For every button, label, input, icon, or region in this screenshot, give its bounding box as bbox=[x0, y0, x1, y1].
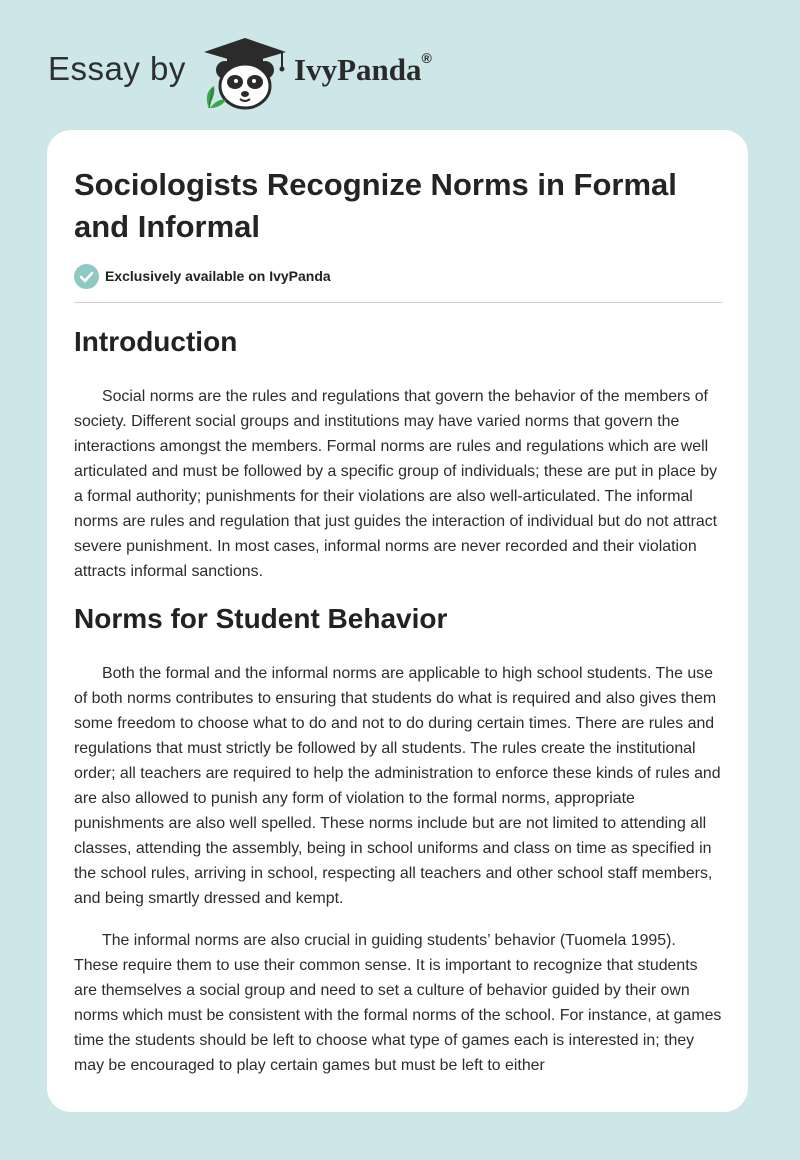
paragraph: Social norms are the rules and regulations that govern the behavior of the members of society. Different social groups and institutions may have varied norms that govern the interactions amongst the members. Formal norms are rules and regulations which are well articulated and must be followed by a specific group of individuals; these are put in place by a formal authority; punishments for their violations are also well-articulated. The informal norms are rules and regulation that just guides the interaction of individual but do not attract severe punishment. In most cases, informal norms are never recorded and their violation attracts informal sanctions. bbox=[74, 388, 718, 580]
brand-prefix: Essay by bbox=[48, 50, 186, 87]
section-heading-norms-student-behavior: Norms for Student Behavior bbox=[74, 603, 448, 634]
panda-graduate-logo-icon[interactable] bbox=[200, 34, 290, 110]
paragraph: Both the formal and the informal norms are applicable to high school students. The use of both norms contributes to ensuring that students do what is required and also gives them some freedom to choose what to do and not to do during certain times. There are rules and regulations that must strictly be followed by all students. The rules create the institutional order; all teachers are required to help the administration to enforce these kinds of rules and are also allowed to punish any form of violation to the formal norms, appropriate punishments are also well spelled. These norms include but are not limited to attending all classes, attending the assembly, being in school uniforms and class on time as specified in the school rules, arriving in school, respecting all teachers and other school staff members, and being smartly dressed and kempt. bbox=[74, 665, 721, 907]
site-header bbox=[48, 32, 468, 112]
essay-card bbox=[47, 130, 748, 1112]
brand-name: IvyPanda® bbox=[294, 49, 432, 87]
check-circle-icon bbox=[74, 264, 99, 289]
section-heading-introduction: Introduction bbox=[74, 326, 238, 357]
paragraph: The informal norms are also crucial in guiding students’ behavior (Tuomela 1995). These require them to use their common sense. It is important to recognize that students are themselves a social group and need to set a culture of behavior guided by their own norms which must be consistent with the formal norms of the school. For instance, at games time the students should be left to choose what type of games each is interested in; they may be encouraged to play certain games but must be left to either bbox=[74, 932, 722, 1074]
exclusive-badge bbox=[74, 263, 331, 289]
page-title: Sociologists Recognize Norms in Formal and Informal bbox=[74, 167, 677, 244]
exclusive-label: Exclusively available on IvyPanda bbox=[105, 268, 331, 284]
divider bbox=[74, 302, 722, 303]
